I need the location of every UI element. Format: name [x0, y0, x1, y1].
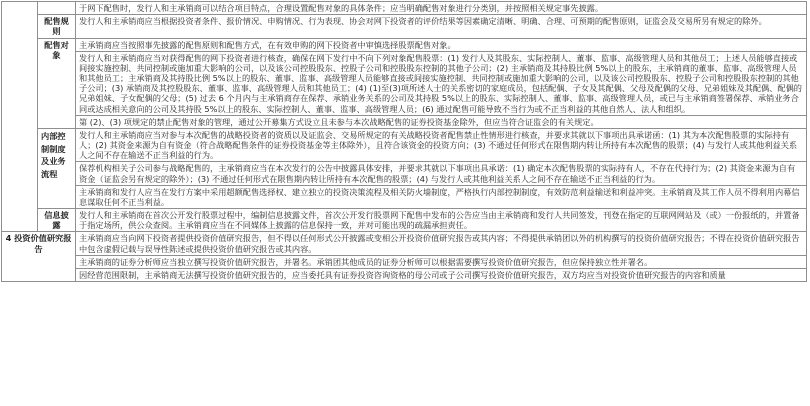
- table-row: [2, 185, 807, 208]
- rule-text: 发行人和主承销商应当对获得配售的网下投资者进行核查，确保在网下发行中不向下列对象配售股票：(1) 发行人及其股东、实际控制人、董事、监事、高级管理人员和其他员工；上述人员能够直接或间接实施控制、共同控制或施加重大影响的公司，以及该公司控股股东、控股子公司和控股股东控制的其他子公司；(2) 主承销商及其持股比例 5%以上的股东，主承销商的董事、监事、高级管理人员和其他员工；主承销商及其持股比例 5%以上的股东、董事、监事、高级管理人员能够直接或间接实施控制、共同控制或施加重大影响的公司，以及该公司控股股东、控股子公司和控股股东控制的其他子公司；(3) 承销商及其控股股东、董事、监事、高级管理人员和其他员工；(4) (1)至(3)项所述人士的关系密切的家庭成员，包括配偶、子女及其配偶、父母及配偶的父母、兄弟姐妹及其配偶、配偶的兄弟姐妹、子女配偶的父母；(5) 过去 6 个月内与主承销商存在保荐、承销业务关系的公司及其持股 5%以上的股东、实际控制人、董事、监事、高级管理人员，或已与主承销商签署保荐、承销业务合同或达成相关意向的公司及其持股 5%以上的股东、实际控制人、董事、监事、高级管理人员；(6) 通过配售可能导致不当行为或不正当利益的其他自然人、法人和组织。: [76, 51, 807, 115]
- rule-text: 发行人和主承销商应当根据投资者条件、报价情况、申购情况、行为表现、协会对网下投资者的评价结果等因素确定清晰、明确、合理、可预期的配售原则，证监会及交易所另有规定的除外。: [76, 15, 807, 38]
- subsection-cell-blank: [38, 2, 76, 15]
- table-row: [2, 128, 807, 162]
- rule-text: 保荐机构相关子公司参与战略配售的，主承销商应当在本次发行的公告中披露具体安排，并要求其就以下事项出具承诺：(1) 确定本次配售股票的实际持有人，不存在代持行为；(2) 其资金来源为自有资金（证监会另有规定的除外）；(3) 不通过任何形式在限售期内转让所持有本次配售的股票；(4) 与发行人或其他利益关系人之间不存在输送不正当利益的行为。: [76, 162, 807, 185]
- table-row: [2, 115, 807, 128]
- section-label-research-report: 4 投资价值研究报告: [2, 232, 76, 282]
- table-row: [2, 232, 807, 255]
- subsection-label-allocation-rules: 配售规则: [38, 15, 76, 38]
- table-row: [2, 255, 807, 268]
- rule-text: 于网下配售时，发行人和主承销商可以结合项目特点，合理设置配售对象的具体条件；应当明确配售对象进行分类别，并按照相关规定事先披露。: [76, 2, 807, 15]
- table-row: [2, 162, 807, 185]
- section-cell-blank: [2, 2, 38, 232]
- rules-table: [1, 1, 807, 282]
- table-row: [2, 38, 807, 51]
- rule-text: 主承销商应当向网下投资者提供投资价值研究报告，但不得以任何形式公开披露或变相公开投资价值研究报告或其内容；不得提供承销团以外的机构撰写的投资价值研究报告；不得在投资价值研究报告中包含虚假记载与误导性陈述或提供投资价值研究报告或其内容。: [76, 232, 807, 255]
- subsection-label-allocation-targets: 配售对象: [38, 38, 76, 128]
- rule-text: 发行人和主承销商在首次公开发行股票过程中，编制信息披露文件，首次公开发行股票网下配售中发布的公告应当由主承销商和发行人共同签发，刊登在指定的互联网网站及（或）一份报纸的，并置备于指定场所，供公众查阅。主承销商应当在不同媒体上披露的信息保持一致，并对可能出现的疏漏承担责任。: [76, 209, 807, 232]
- table-row: [2, 15, 807, 38]
- rule-text: 主承销商应当按照事先披露的配售原则和配售方式，在有效申购的网下投资者中审慎选择股票配售对象。: [76, 38, 807, 51]
- subsection-label-text: 内部控制制度及业务流程: [41, 130, 66, 179]
- rule-text: 主承销商和发行人应当在发行方案中采用超额配售选择权、建立独立的投资决策流程及相关防火墙制度，严格执行内部控制制度，有效防范利益输送和利益冲突。主承销商及其工作人员不得利用内幕信息谋取任何不正当利益。: [76, 185, 807, 208]
- subsection-label-internal-control: [38, 128, 76, 208]
- table-row: [2, 209, 807, 232]
- rule-text: 主承销商的证券分析师应当独立撰写投资价值研究报告，并署名。承销团其他成员的证券分析师可以根据需要撰写投资价值研究报告，但应保持独立性并署名。: [76, 255, 807, 268]
- rule-text: 因经营范围限制，主承销商无法撰写投资价值研究报告的，应当委托具有证券投资咨询资格的母公司或子公司撰写投资价值研究报告，双方均应当对投资价值研究报告的内容和质量: [76, 268, 807, 281]
- rule-text: 发行人和主承销商应当对参与本次配售的战略投资者的资质以及证监会、交易所规定的有关战略投资者配售禁止性情形进行核查，并要求其就以下事项出具承诺函：(1) 其为本次配售股票的实际持有人；(2) 其资金来源为自有资金（符合战略配售条件的证券投资基金等主体除外），且符合该资金的投资方向；(3) 不通过任何形式在限售期内转让所持有本次配售的股票；(4) 与发行人或其他利益关系人之间不存在输送不正当利益的行为。: [76, 128, 807, 162]
- table-row: [2, 268, 807, 281]
- subsection-label-disclosure: 信息披露: [38, 209, 76, 232]
- table-row: [2, 2, 807, 15]
- table-row: [2, 51, 807, 115]
- rule-text: 第 (2)、(3) 项规定的禁止配售对象的管理，通过公开募集方式设立且未参与本次战略配售的证券投资基金除外，但应当符合证监会的有关规定。: [76, 115, 807, 128]
